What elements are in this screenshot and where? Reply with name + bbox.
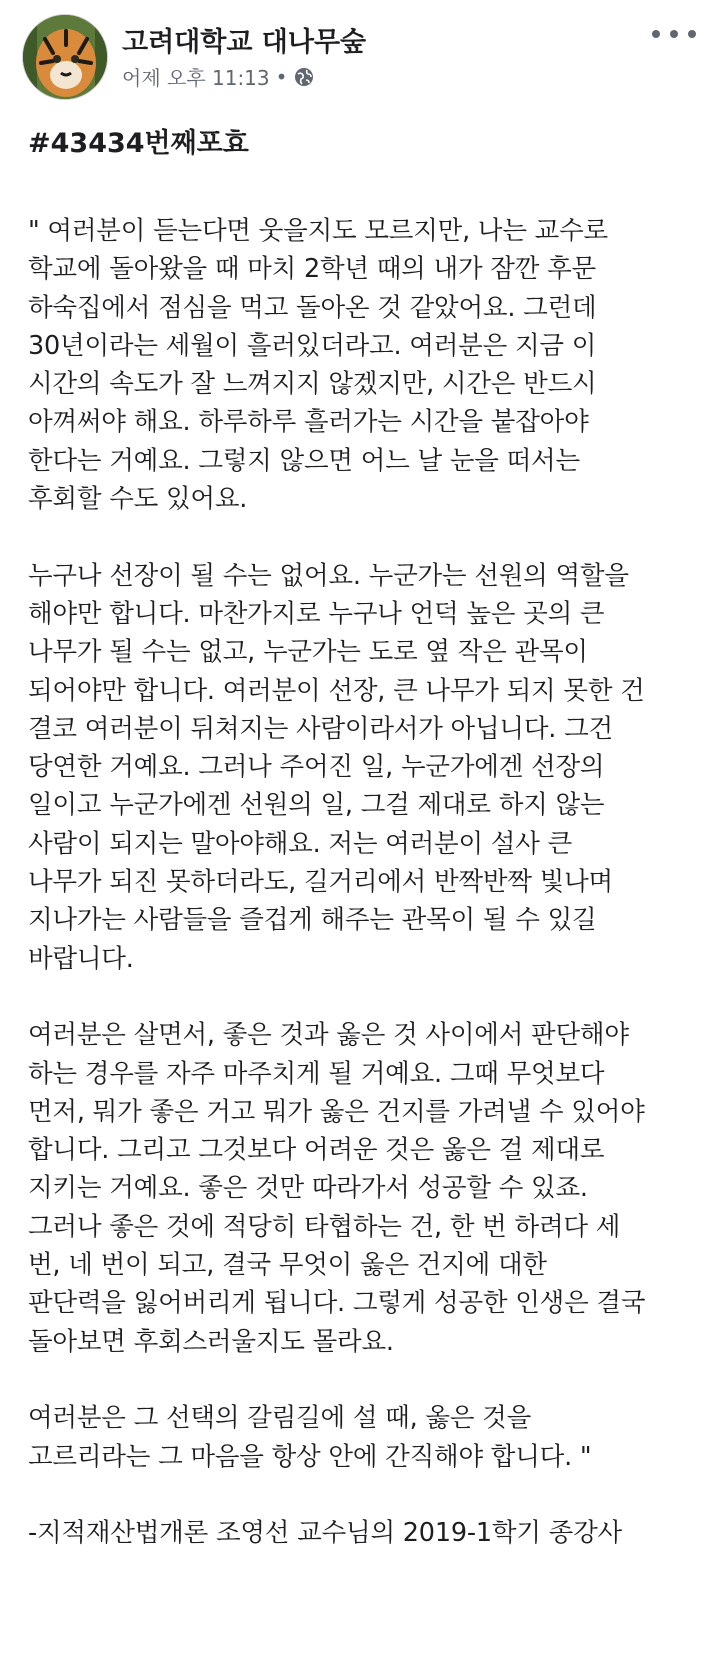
post-text-line: 후회할 수도 있어요. <box>28 484 248 515</box>
post-body <box>28 122 708 1552</box>
more-options-button[interactable] <box>652 22 696 46</box>
post-text-line: 나무가 될 수는 없고, 누군가는 도로 옆 작은 관목이 <box>28 637 588 668</box>
post-paragraph <box>28 212 708 518</box>
post-text-line: 되어야만 합니다. 여러분이 선장, 큰 나무가 되지 못한 건 <box>28 675 645 706</box>
post-hashtag[interactable]: #43434번째포효 <box>28 128 249 159</box>
post-text-line: 결코 여러분이 뒤쳐지는 사람이라서가 아닙니다. 그건 <box>28 713 613 744</box>
post-text-line: 시간의 속도가 잘 느껴지지 않겠지만, 시간은 반드시 <box>28 369 597 400</box>
post-timestamp[interactable]: 어제 오후 11:13 <box>122 66 270 90</box>
post-paragraph <box>28 1399 708 1476</box>
post-text-line: 사람이 되지는 말아야해요. 저는 여러분이 설사 큰 <box>28 828 573 859</box>
post-text <box>28 212 708 1552</box>
post-text-line: 하는 경우를 자주 마주치게 될 거예요. 그때 무엇보다 <box>28 1058 605 1089</box>
post-text-line: 일이고 누군가에겐 선원의 일, 그걸 제대로 하지 않는 <box>28 790 605 821</box>
post-header <box>0 0 720 112</box>
post-text-line: 학교에 돌아왔을 때 마치 2학년 때의 내가 잠깐 후문 <box>28 254 596 285</box>
post-text-line: 지나가는 사람들을 즐겁게 해주는 관목이 될 수 있길 <box>28 905 597 936</box>
post-text-line: 그러나 좋은 것에 적당히 타협하는 건, 한 번 하려다 세 <box>28 1211 621 1242</box>
post-paragraph <box>28 557 708 978</box>
post-text-line: 지키는 거예요. 좋은 것만 따라가서 성공할 수 있죠. <box>28 1173 588 1204</box>
more-dot-icon <box>652 30 660 38</box>
post-text-line: 한다는 거예요. 그렇지 않으면 어느 날 눈을 떠서는 <box>28 445 580 476</box>
post-text-line: 판단력을 잃어버리게 됩니다. 그렇게 성공한 인생은 결국 <box>28 1288 646 1319</box>
post-text-line: 돌아보면 후회스러울지도 몰라요. <box>28 1326 394 1357</box>
post-text-line: 여러분은 살면서, 좋은 것과 옳은 것 사이에서 판단해야 <box>28 1020 629 1051</box>
post-text-line: " 여러분이 듣는다면 웃을지도 모르지만, 나는 교수로 <box>28 216 608 246</box>
post-text-line: 해야만 합니다. 마찬가지로 누구나 언덕 높은 곳의 큰 <box>28 598 605 629</box>
post-text-line: 먼저, 뭐가 좋은 거고 뭐가 옳은 건지를 가려낼 수 있어야 <box>28 1096 645 1127</box>
more-dot-icon <box>670 30 678 38</box>
post-text-line: 합니다. 그리고 그것보다 어려운 것은 옳은 걸 제대로 <box>28 1135 605 1166</box>
post-text-line: 아껴써야 해요. 하루하루 흘러가는 시간을 붙잡아야 <box>28 407 589 438</box>
paragraph-gap <box>28 1476 708 1514</box>
post-paragraph <box>28 1514 708 1552</box>
paragraph-gap <box>28 978 708 1016</box>
paragraph-gap <box>28 1361 708 1399</box>
globe-icon[interactable] <box>293 66 315 88</box>
post-meta <box>122 62 315 91</box>
post-text-line: -지적재산법개론 조영선 교수님의 2019-1학기 종강사 <box>28 1518 622 1549</box>
post-text-line: 고르리라는 그 마음을 항상 안에 간직해야 합니다. " <box>28 1441 592 1472</box>
more-dot-icon <box>688 30 696 38</box>
paragraph-gap <box>28 518 708 556</box>
meta-separator: • <box>275 64 288 89</box>
post-text-line: 누구나 선장이 될 수는 없어요. 누군가는 선원의 역할을 <box>28 560 629 591</box>
post-text-line: 하숙집에서 점심을 먹고 돌아온 것 같았어요. 그런데 <box>28 292 597 323</box>
post-text-line: 여러분은 그 선택의 갈림길에 설 때, 옳은 것을 <box>28 1403 532 1434</box>
page-avatar[interactable] <box>22 14 108 100</box>
page-name-link[interactable]: 고려대학교 대나무숲 <box>122 27 367 58</box>
post-text-line: 바랍니다. <box>28 943 134 974</box>
post-text-line: 30년이라는 세월이 흘러있더라고. 여러분은 지금 이 <box>28 330 597 361</box>
post-text-line: 번, 네 번이 되고, 결국 무엇이 옳은 건지에 대한 <box>28 1250 547 1281</box>
post-text-line: 당연한 거예요. 그러나 주어진 일, 누군가에겐 선장의 <box>28 752 605 783</box>
post-text-line: 나무가 되진 못하더라도, 길거리에서 반짝반짝 빛나며 <box>28 867 613 898</box>
tiger-logo-icon <box>23 15 108 100</box>
post-paragraph <box>28 1016 708 1361</box>
